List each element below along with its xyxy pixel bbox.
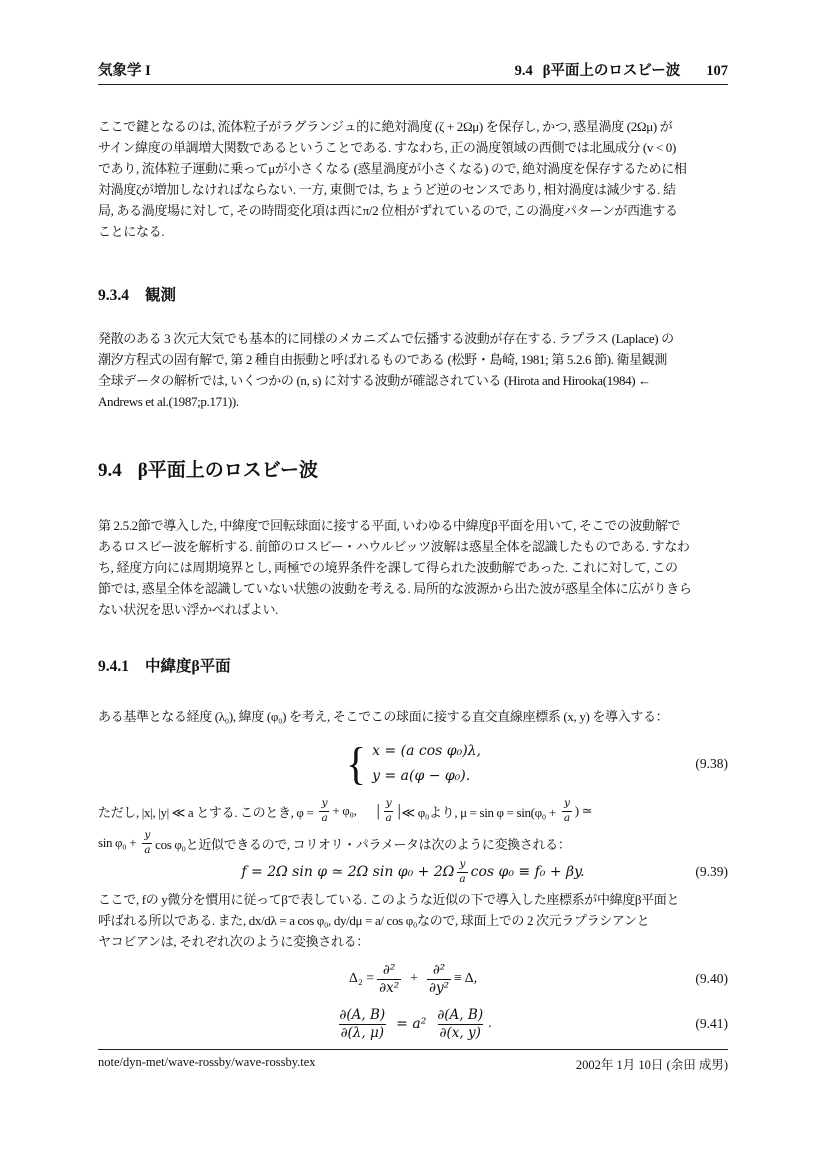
- section-title: β平面上のロスビー波: [137, 460, 319, 481]
- text-line: 発散のある 3 次元大気でも基本的に同様のメカニズムで伝播する波動が存在する. ラプラス (Laplace) の: [98, 331, 674, 346]
- text-line: Andrews et al.(1987;p.171)).: [98, 394, 239, 409]
- fraction-y-over-a: $\frac{y}{a}$: [321, 796, 328, 824]
- text-fragment: cos φ₀と近似できるので, コリオリ・パラメータは次のように変換される：: [155, 836, 571, 852]
- text-line-math: [98, 795, 728, 827]
- footer-date-author: 2002年 1月 10日 (余田 成男): [575, 1058, 728, 1072]
- header-running-title: [98, 59, 728, 80]
- equation-939: [98, 855, 728, 889]
- fraction-y-over-a: $\frac{y}{a}$: [385, 796, 392, 824]
- plus-sign: +: [410, 971, 419, 986]
- text-fragment: ただし, |x|, |y| ≪ a とする. このとき, φ =: [98, 804, 314, 820]
- text-line: であり, 流体粒子運動に乗ってμが小さくなる (惑星渦度が小さくなる) ので, 絶対渦度を保存するために相: [98, 161, 687, 176]
- text-line: 節では, 惑星全体を認識していない状態の波動を考える. 局所的な波源から出た波が惑星全体に広がりきら: [98, 581, 692, 596]
- period: .: [488, 1016, 492, 1031]
- header-section-number: 9.4: [514, 63, 533, 79]
- footer-rule: [98, 1049, 728, 1050]
- subsection-number: 9.3.4: [98, 287, 129, 304]
- text-line: サイン緯度の単調増大関数であるということである. すなわち, 正の渦度領域の西側では北風成分 (v < 0): [98, 140, 676, 155]
- text-line: 第 2.5.2節で導入した, 中緯度で回転球面に接する平面, いわゆる中緯度β平面を用いて, そこでの波動解で: [98, 518, 681, 533]
- text-fragment: + φ₀,: [332, 803, 357, 818]
- equation-940-rhs: ≡ Δ,: [454, 971, 478, 986]
- cases-group: [345, 739, 481, 789]
- text-line: 全球データの解析では, いくつかの (n, s) に対する波動が確認されている (Hirota and Hirooka(1984) ←: [98, 373, 651, 388]
- text-line: ヤコビアンは, それぞれ次のように変換される：: [98, 934, 369, 949]
- equation-940: [98, 957, 728, 1001]
- header-page-number: 107: [706, 63, 728, 79]
- section-heading-94: [98, 455, 318, 482]
- fraction-d2-dy2: $\frac{\text{∂²}}{\text{∂y²}}$: [429, 961, 450, 996]
- fraction-jacobian-x-y: $\frac{\partial(A, B)}{\partial(x, y)}$: [437, 1006, 484, 1041]
- fraction-y-over-a: $\frac{y}{a}$: [563, 796, 570, 824]
- abs-bar: |: [376, 801, 380, 820]
- equation-938-label: (9.38): [695, 756, 728, 771]
- subsection-title: 中緯度β平面: [145, 658, 231, 675]
- equation-941-label: (9.41): [695, 1016, 728, 1031]
- equation-938: [98, 733, 728, 795]
- text-fragment: ) ≃: [574, 803, 593, 818]
- left-brace: {: [346, 738, 366, 789]
- text-line: 潮汐方程式の固有解で, 第 2 種自由振動と呼ばれるものである (松野・島崎, 1981; 第 5.2.6 節). 衛星観測: [98, 352, 668, 367]
- subsection-heading-934: [98, 283, 176, 305]
- footer-file-path: note/dyn-met/wave-rossby/wave-rossby.tex: [98, 1055, 316, 1069]
- equation-941: [98, 1001, 728, 1047]
- equals-a-squared: = a²: [396, 1016, 427, 1032]
- equation-939-lhs: f = 2Ω sin φ ≃ 2Ω sin φ₀ + 2Ω: [241, 864, 455, 880]
- text-line: ことになる.: [98, 224, 165, 239]
- fraction-y-over-a: $\frac{y}{a}$: [144, 828, 151, 856]
- fraction-d2-dx2: $\frac{\text{∂²}}{\text{∂x²}}$: [379, 961, 400, 996]
- fraction-jacobian-lambda-mu: $\frac{\partial(A, B)}{\partial(\lambda, \mu)}$: [339, 1006, 386, 1041]
- text-line: ここで鍵となるのは, 流体粒子がラグランジュ的に絶対渦度 (ζ + 2Ωμ) を保存し, かつ, 惑星渦度 (2Ωμ) が: [98, 119, 673, 134]
- header-section-title: β平面上のロスビー波: [542, 63, 681, 79]
- equation-938-case-2: y = a(φ − φ₀).: [372, 768, 471, 784]
- text-fragment: sin φ₀ +: [98, 835, 137, 850]
- subsection-title: 観測: [145, 287, 177, 304]
- text-line: ある基準となる経度 (λ₀), 緯度 (φ₀) を考え, そこでこの球面に接する直交直線座標系 (x, y) を導入する：: [98, 709, 669, 724]
- fraction-y-over-a: $\frac{y}{a}$: [459, 857, 466, 885]
- equation-939-rhs: cos φ₀ ≡ f₀ + βy.: [470, 864, 585, 880]
- subsection-number: 9.4.1: [98, 658, 129, 675]
- equation-938-case-1: x = (a cos φ₀)λ,: [372, 743, 481, 759]
- text-line: ち, 経度方向には周期境界とし, 両極での境界条件を課して得られた波動解であった. これに対して, この: [98, 560, 678, 575]
- text-line: 局, ある渦度場に対して, その時間変化項は西にπ/2 位相がずれているので, この渦度パターンが西進する: [98, 203, 678, 218]
- equation-939-label: (9.39): [695, 864, 728, 879]
- text-line: ない状況を思い浮かべればよい.: [98, 602, 279, 617]
- text-line: ここで, fの y微分を慣用に従ってβで表している. このような近似の下で導入した座標系が中緯度β平面と: [98, 892, 680, 907]
- text-line: 呼ばれる所以である. また, dx/dλ = a cos φ₀, dy/dμ = a/ cos φ₀なので, 球面上での 2 次元ラプラシアンと: [98, 913, 650, 928]
- header-rule: [98, 84, 728, 85]
- section-number: 9.4: [98, 460, 122, 481]
- text-line: あるロスビー波を解析する. 前節のロスビー・ハウルビッツ波解は惑星全体を認識したものである. すなわ: [98, 539, 690, 554]
- abs-bar: |: [397, 801, 401, 820]
- text-line: 対渦度ζが増加しなければならない. 一方, 東側では, ちょうど逆のセンスであり, 相対渦度は減少する. 結: [98, 182, 676, 197]
- equation-940-lhs: Δ₂ =: [348, 971, 375, 986]
- subsection-heading-941: [98, 654, 231, 676]
- text-fragment: ≪ φ₀より, μ = sin φ = sin(φ₀ +: [401, 804, 556, 820]
- equation-940-label: (9.40): [695, 971, 728, 986]
- header-course-title: 気象学 I: [98, 63, 151, 79]
